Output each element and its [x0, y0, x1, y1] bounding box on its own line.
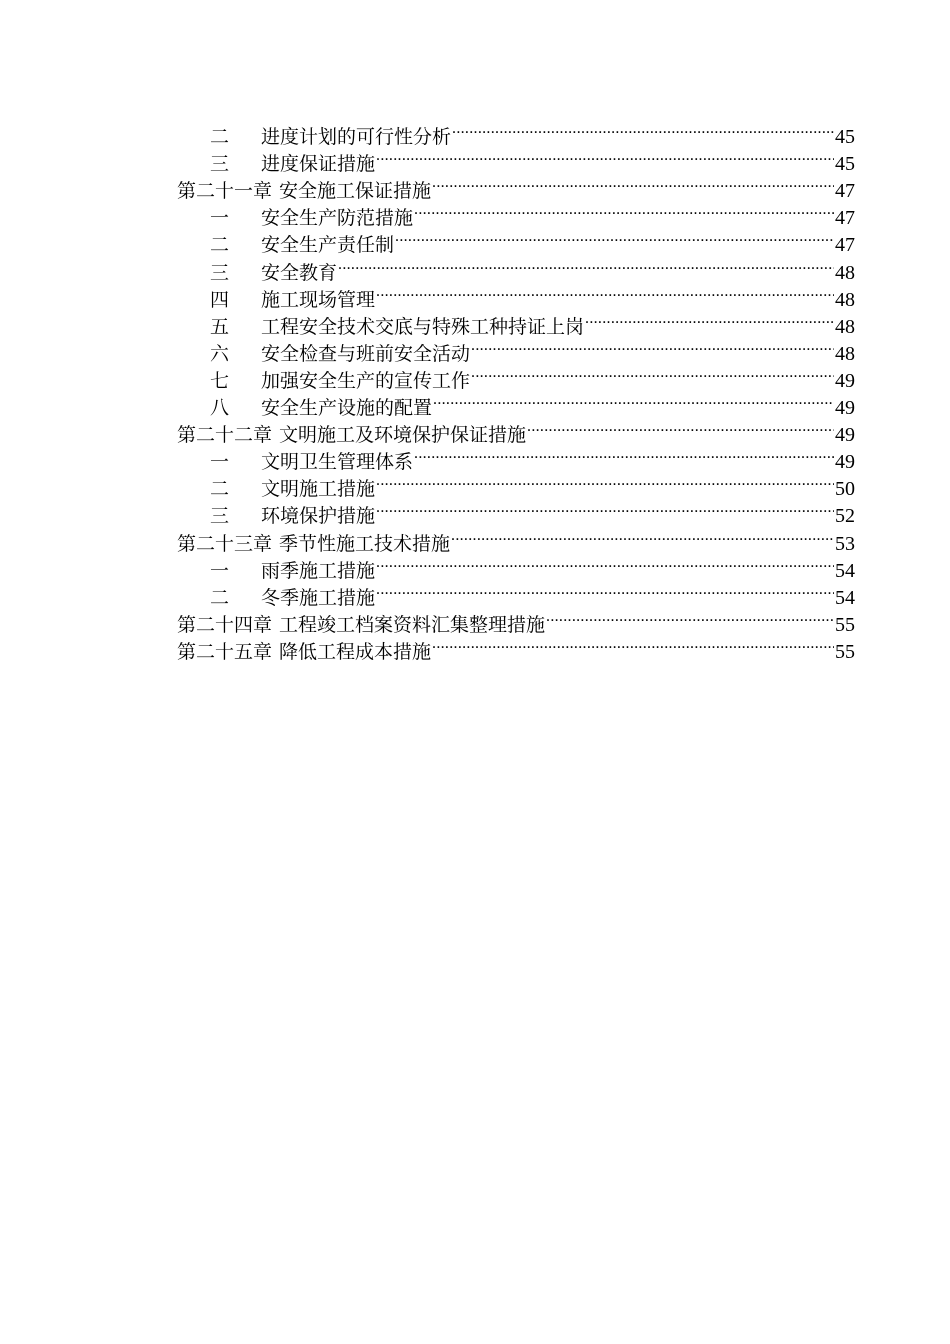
toc-dot-leader — [376, 468, 834, 495]
toc-entry-page: 49 — [835, 397, 855, 420]
toc-entry-number: 三 — [210, 153, 230, 176]
toc-entry-title: 工程竣工档案资料汇集整理措施 — [279, 613, 546, 636]
toc-dot-leader — [527, 414, 834, 441]
toc-dot-leader — [546, 604, 834, 631]
toc-entry-page: 53 — [835, 532, 855, 555]
toc-entry-page: 49 — [835, 424, 855, 447]
toc-entry-title: 安全生产设施的配置 — [261, 397, 433, 420]
toc-entry-title: 安全生产防范措施 — [261, 207, 414, 230]
toc-dot-leader — [432, 170, 834, 197]
toc-entry-page: 45 — [835, 126, 855, 149]
toc-entry-title: 冬季施工措施 — [261, 586, 376, 609]
toc-entry-page: 55 — [835, 640, 855, 663]
toc-dot-leader — [433, 387, 834, 414]
toc-dot-leader — [414, 441, 834, 468]
toc-entry-page: 55 — [835, 613, 855, 636]
toc-dot-leader — [376, 577, 834, 604]
toc-entry-page: 48 — [835, 315, 855, 338]
table-of-contents — [177, 116, 855, 663]
toc-entry-title: 安全施工保证措施 — [279, 180, 432, 203]
toc-entry-page: 47 — [835, 234, 855, 257]
toc-entry-page: 45 — [835, 153, 855, 176]
toc-entry-page: 48 — [835, 342, 855, 365]
toc-entry-page: 48 — [835, 261, 855, 284]
toc-dot-leader — [414, 197, 834, 224]
toc-entry-number: 二 — [210, 478, 230, 501]
toc-dot-leader — [451, 522, 834, 549]
toc-dot-leader — [338, 251, 834, 278]
toc-dot-leader — [395, 224, 834, 251]
toc-entry-number: 七 — [210, 369, 230, 392]
toc-entry-title: 文明施工及环境保护保证措施 — [279, 424, 527, 447]
toc-entry-page: 49 — [835, 369, 855, 392]
toc-dot-leader — [376, 143, 834, 170]
toc-entry-title: 安全教育 — [261, 261, 338, 284]
toc-entry-number: 一 — [210, 559, 230, 582]
toc-entry-title: 施工现场管理 — [261, 288, 376, 311]
toc-entry-title: 季节性施工技术措施 — [279, 532, 451, 555]
toc-entry-title: 降低工程成本措施 — [279, 640, 432, 663]
toc-entry-number: 二 — [210, 586, 230, 609]
toc-entry-title: 进度计划的可行性分析 — [261, 126, 452, 149]
toc-entry-page: 52 — [835, 505, 855, 528]
toc-entry-number: 三 — [210, 261, 230, 284]
toc-entry-number: 三 — [210, 505, 230, 528]
toc-chapter-number: 第二十一章 — [177, 180, 273, 203]
toc-chapter-number: 第二十五章 — [177, 640, 273, 663]
toc-chapter-number: 第二十二章 — [177, 424, 273, 447]
toc-entry-number: 一 — [210, 451, 230, 474]
toc-dot-leader — [376, 495, 834, 522]
toc-entry[interactable] — [177, 116, 855, 149]
toc-entry-page: 54 — [835, 586, 855, 609]
toc-entry-number: 二 — [210, 234, 230, 257]
toc-entry-title: 雨季施工措施 — [261, 559, 376, 582]
toc-entry-page: 49 — [835, 451, 855, 474]
toc-entry-title: 安全检查与班前安全活动 — [261, 342, 471, 365]
toc-entry-number: 二 — [210, 126, 230, 149]
toc-dot-leader — [376, 550, 834, 577]
toc-entry-page: 48 — [835, 288, 855, 311]
toc-dot-leader — [452, 116, 834, 143]
toc-dot-leader — [376, 279, 834, 306]
toc-entry-number: 一 — [210, 207, 230, 230]
toc-entry-page: 47 — [835, 207, 855, 230]
toc-chapter-number: 第二十四章 — [177, 613, 273, 636]
toc-dot-leader — [432, 631, 834, 658]
toc-dot-leader — [471, 333, 834, 360]
toc-entry-title: 文明卫生管理体系 — [261, 451, 414, 474]
toc-entry-title: 文明施工措施 — [261, 478, 376, 501]
toc-entry-number: 五 — [210, 315, 230, 338]
toc-entry-title: 进度保证措施 — [261, 153, 376, 176]
toc-dot-leader — [471, 360, 834, 387]
toc-entry-title: 加强安全生产的宣传工作 — [261, 369, 471, 392]
toc-entry-title: 工程安全技术交底与特殊工种持证上岗 — [261, 315, 585, 338]
toc-entry-number: 六 — [210, 342, 230, 365]
toc-chapter-number: 第二十三章 — [177, 532, 273, 555]
toc-entry-title: 环境保护措施 — [261, 505, 376, 528]
toc-entry-number: 四 — [210, 288, 230, 311]
toc-dot-leader — [585, 306, 834, 333]
toc-entry-page: 54 — [835, 559, 855, 582]
toc-entry-page: 47 — [835, 180, 855, 203]
toc-entry-number: 八 — [210, 397, 230, 420]
toc-entry-page: 50 — [835, 478, 855, 501]
toc-entry-title: 安全生产责任制 — [261, 234, 395, 257]
